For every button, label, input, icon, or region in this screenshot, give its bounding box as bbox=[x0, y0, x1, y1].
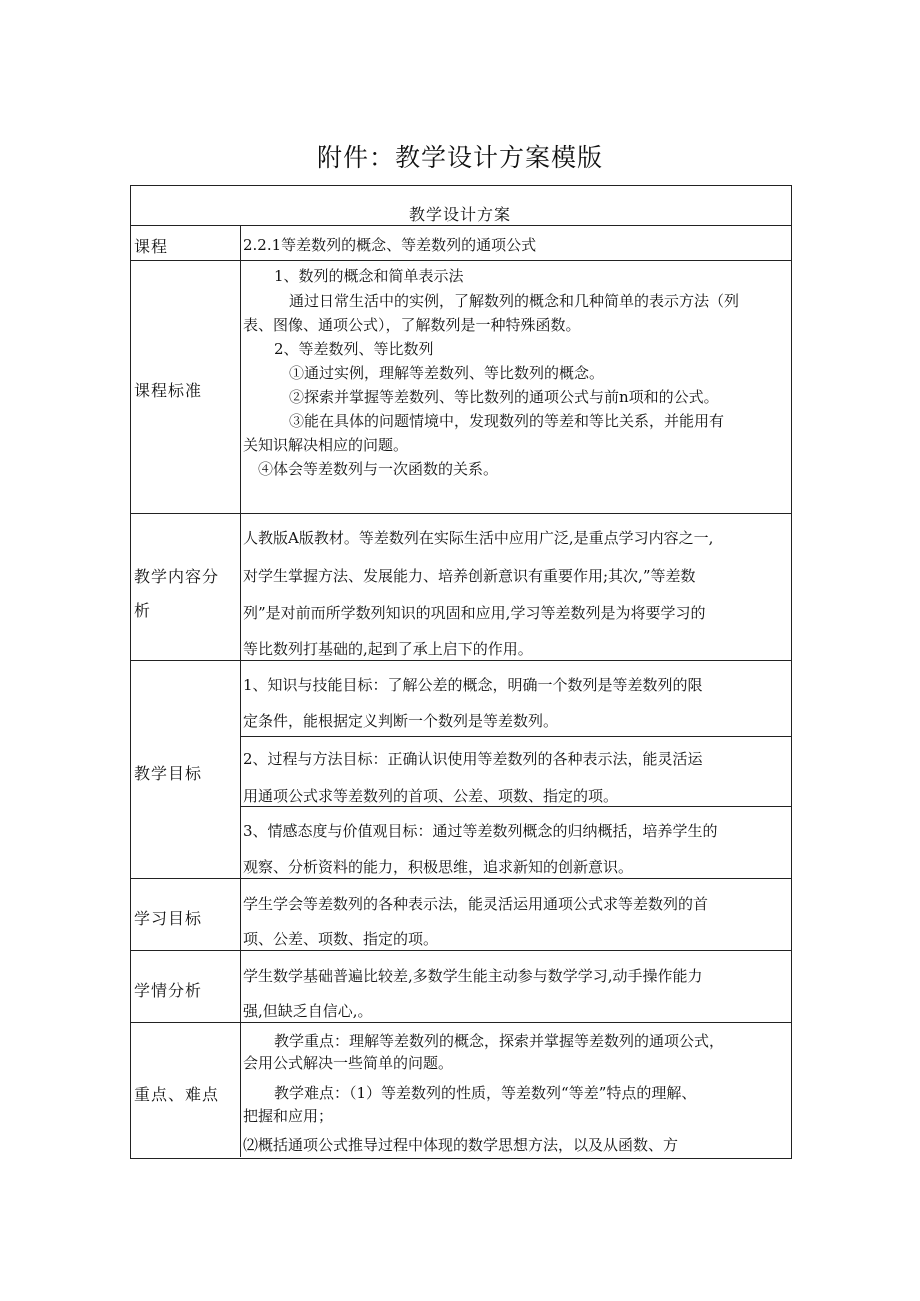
row-divider bbox=[130, 950, 791, 951]
standard-line: 关知识解决相应的问题。 bbox=[243, 436, 409, 454]
key-line: 把握和应用； bbox=[243, 1107, 334, 1125]
standard-line: ③能在具体的问题情境中，发现数列的等差和等比关系，并能用有 bbox=[289, 412, 725, 430]
standard-line: 1、数列的概念和简单表示法 bbox=[274, 267, 464, 285]
goal-line: 2、过程与方法目标：正确认识使用等差数列的各种表示法，能灵活运 bbox=[243, 750, 703, 768]
row-divider bbox=[130, 878, 791, 879]
students-line: 学生数学基础普遍比较差,多数学生能主动参与数学学习,动手操作能力 bbox=[243, 967, 703, 985]
content-line: 等比数列打基础的,起到了承上启下的作用。 bbox=[243, 640, 533, 658]
goal-line: 定条件，能根据定义判断一个数列是等差数列。 bbox=[243, 712, 559, 730]
table-header: 教学设计方案 bbox=[408, 205, 511, 224]
row-divider bbox=[130, 225, 791, 226]
standard-line: 2、等差数列、等比数列 bbox=[274, 340, 434, 358]
key-line: ⑵概括通项公式推导过程中体现的数学思想方法，以及从函数、方 bbox=[243, 1136, 679, 1154]
content-line: 对学生掌握方法、发展能力、培养创新意识有重要作用;其次,”等差数 bbox=[243, 567, 696, 585]
key-line: 会用公式解决一些简单的问题。 bbox=[243, 1054, 454, 1072]
key-line: 教学重点：理解等差数列的概念，探索并掌握等差数列的通项公式， bbox=[274, 1032, 725, 1050]
course-value: 2.2.1等差数列的概念、等差数列的通项公式 bbox=[243, 236, 537, 254]
content-label: 教学内容分析 bbox=[134, 567, 220, 620]
content-line: 人教版A版教材。等差数列在实际生活中应用广泛,是重点学习内容之一, bbox=[243, 529, 714, 547]
column-divider bbox=[240, 225, 241, 1157]
standard-label: 课程标准 bbox=[134, 381, 203, 400]
learning-line: 学生学会等差数列的各种表示法，能灵活运用通项公式求等差数列的首 bbox=[243, 895, 709, 913]
course-label: 课程 bbox=[134, 237, 169, 256]
students-label: 学情分析 bbox=[134, 981, 203, 1000]
row-divider bbox=[130, 660, 791, 661]
learning-label: 学习目标 bbox=[134, 909, 203, 928]
key-line: 教学难点：（1）等差数列的性质，等差数列“等差”特点的理解、 bbox=[274, 1084, 697, 1102]
standard-line: ①通过实例，理解等差数列、等比数列的概念。 bbox=[289, 364, 605, 382]
row-divider bbox=[130, 513, 791, 514]
standard-line: 表、图像、通项公式），了解数列是一种特殊函数。 bbox=[243, 316, 581, 334]
goal-line: 用通项公式求等差数列的首项、公差、项数、指定的项。 bbox=[243, 787, 619, 805]
goal-line: 观察、分析资料的能力，积极思维，追求新知的创新意识。 bbox=[243, 858, 634, 876]
row-divider bbox=[130, 260, 791, 261]
learning-line: 项、公差、项数、指定的项。 bbox=[243, 930, 439, 948]
goals-label: 教学目标 bbox=[134, 764, 203, 783]
goal-line: 3、情感态度与价值观目标：通过等差数列概念的归纳概括，培养学生的 bbox=[243, 822, 718, 840]
standard-line: ②探索并掌握等差数列、等比数列的通项公式与前n项和的公式。 bbox=[289, 388, 719, 406]
goal-divider bbox=[241, 736, 791, 737]
standard-line: 通过日常生活中的实例，了解数列的概念和几种简单的表示方法（列 bbox=[289, 292, 740, 310]
goal-divider bbox=[241, 806, 791, 807]
goal-line: 1、知识与技能目标：了解公差的概念，明确一个数列是等差数列的限 bbox=[243, 676, 703, 694]
standard-line: ④体会等差数列与一次函数的关系。 bbox=[258, 460, 499, 478]
students-line: 强,但缺乏自信心,。 bbox=[243, 1002, 373, 1020]
row-divider bbox=[130, 1022, 791, 1023]
key-label: 重点、难点 bbox=[134, 1085, 220, 1104]
document-title: 附件：教学设计方案模版 bbox=[316, 143, 603, 172]
content-line: 列”是对前而所学数列知识的巩固和应用,学习等差数列是为将要学习的 bbox=[243, 604, 706, 622]
